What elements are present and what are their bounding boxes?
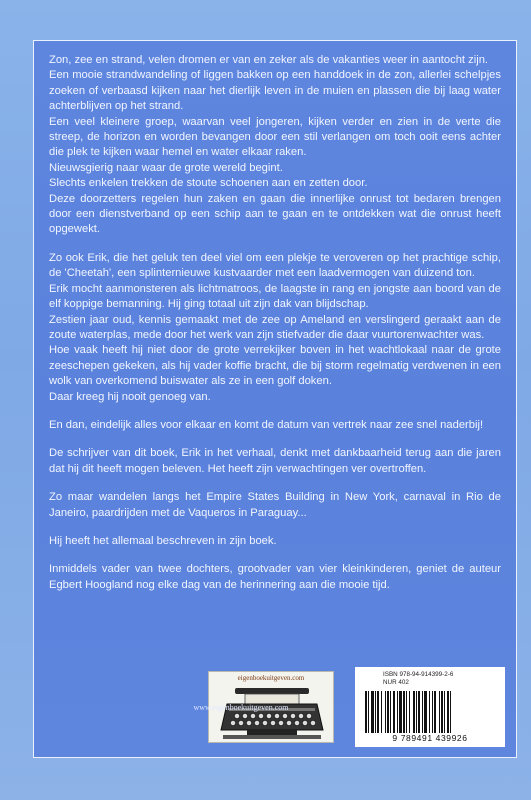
paragraph: Daar kreeg hij nooit genoeg van. [49,390,211,403]
isbn-number: ISBN 978-94-914399-2-6 [383,671,454,678]
paragraph: Een veel kleinere groep, waarvan veel jongeren, kijken verder en zien in de verte die streep, de horizon en worden bevangen door een stil verlangen om toch ooit eens achter die plek te kijken waar hemel en water elkaar raken. [49,115,501,159]
paragraph: En dan, eindelijk alles voor elkaar en komt de datum van vertrek naar zee snel naderbij! [49,418,484,431]
nur-code: NUR 402 [383,679,409,686]
paragraph: Een mooie strandwandeling of liggen bakken op een handdoek in de zon, allerlei schelpjes zoeken of verbaasd kijken naar het dierlijk leven in de muien en plassen die bij laag water achterblijven op het strand. [49,69,501,113]
barcode-digits: 9 789491 439926 [392,733,468,743]
paragraph: De schrijver van dit boek, Erik in het verhaal, denkt met dankbaarheid terug aan die jaren dat hij dit heeft mogen beleven. Het heeft zijn verwachtingen ver overtroffen. [49,447,501,475]
paragraph: Zestien jaar oud, kennis gemaakt met de zee op Ameland en verslingerd geraakt aan de zoute waterplas, mede door het werk van zijn stiefvader die daar vuurtorenwachter was. [49,313,501,341]
blurb-text [49,53,501,593]
paragraph: Zo maar wandelen langs het Empire States Building in New York, carnaval in Rio de Janeiro, paardrijden met de Vaqueros in Paraguay... [49,491,501,519]
paragraph: Hij heeft het allemaal beschreven in zijn boek. [49,534,277,547]
paragraph: Zo ook Erik, die het geluk ten deel viel om een plekje te veroveren op het prachtige schip, de 'Cheetah', een splinternieuwe kustvaarder met een laadvermogen van duizend ton. [49,251,501,280]
barcode-icon [363,691,497,733]
publisher-website: www.eigenboekuitgeven.com [193,703,289,712]
paragraph-gap [49,433,501,446]
paragraph: Erik mocht aanmonsteren als lichtmatroos, de laagste in rang en jongste aan boord van de elf koppige bemanning. Hij ging totaal uit zijn dak van blijdschap. [49,282,501,311]
paragraph-gap [49,521,501,534]
paragraph: Slechts enkelen trekken de stoute schoenen aan en zetten door. [49,177,368,190]
paragraph: Inmiddels vader van twee dochters, grootvader van vier kleinkinderen, geniet de auteur Egbert Hoogland nog elke dag van de herinnering aan die mooie tijd. [49,563,501,591]
paragraph-gap [49,405,501,418]
isbn-barcode-block [355,667,505,747]
paragraph: Nieuwsgierig naar waar de grote wereld begint. [49,161,283,174]
paragraph: Zon, zee en strand, velen dromen er van en zeker als de vakanties weer in aantocht zijn. [49,54,489,66]
isbn-text [383,671,453,687]
back-cover-panel [33,40,517,758]
typewriter-icon [217,684,327,742]
publisher-logo-label: eigenboekuitgeven.com [237,674,305,682]
paragraph: Hoe vaak heeft hij niet door de grote verrekijker boven in het wachtlokaal naar de grote zeeschepen gekeken, als hij vader koffie bracht, die bij storm regelmatig verdwenen in een wolk van overkomend buiswater als ze in een golf doken. [49,344,501,388]
paragraph-gap [49,477,501,490]
paragraph-gap [49,238,501,251]
paragraph: Deze doorzetters regelen hun zaken en gaan die innerlijke onrust tot bedaren brengen door een dienstverband op een schip aan te gaan en te ontdekken wat die onrust heeft opgewekt. [49,192,501,236]
paragraph-gap [49,549,501,562]
